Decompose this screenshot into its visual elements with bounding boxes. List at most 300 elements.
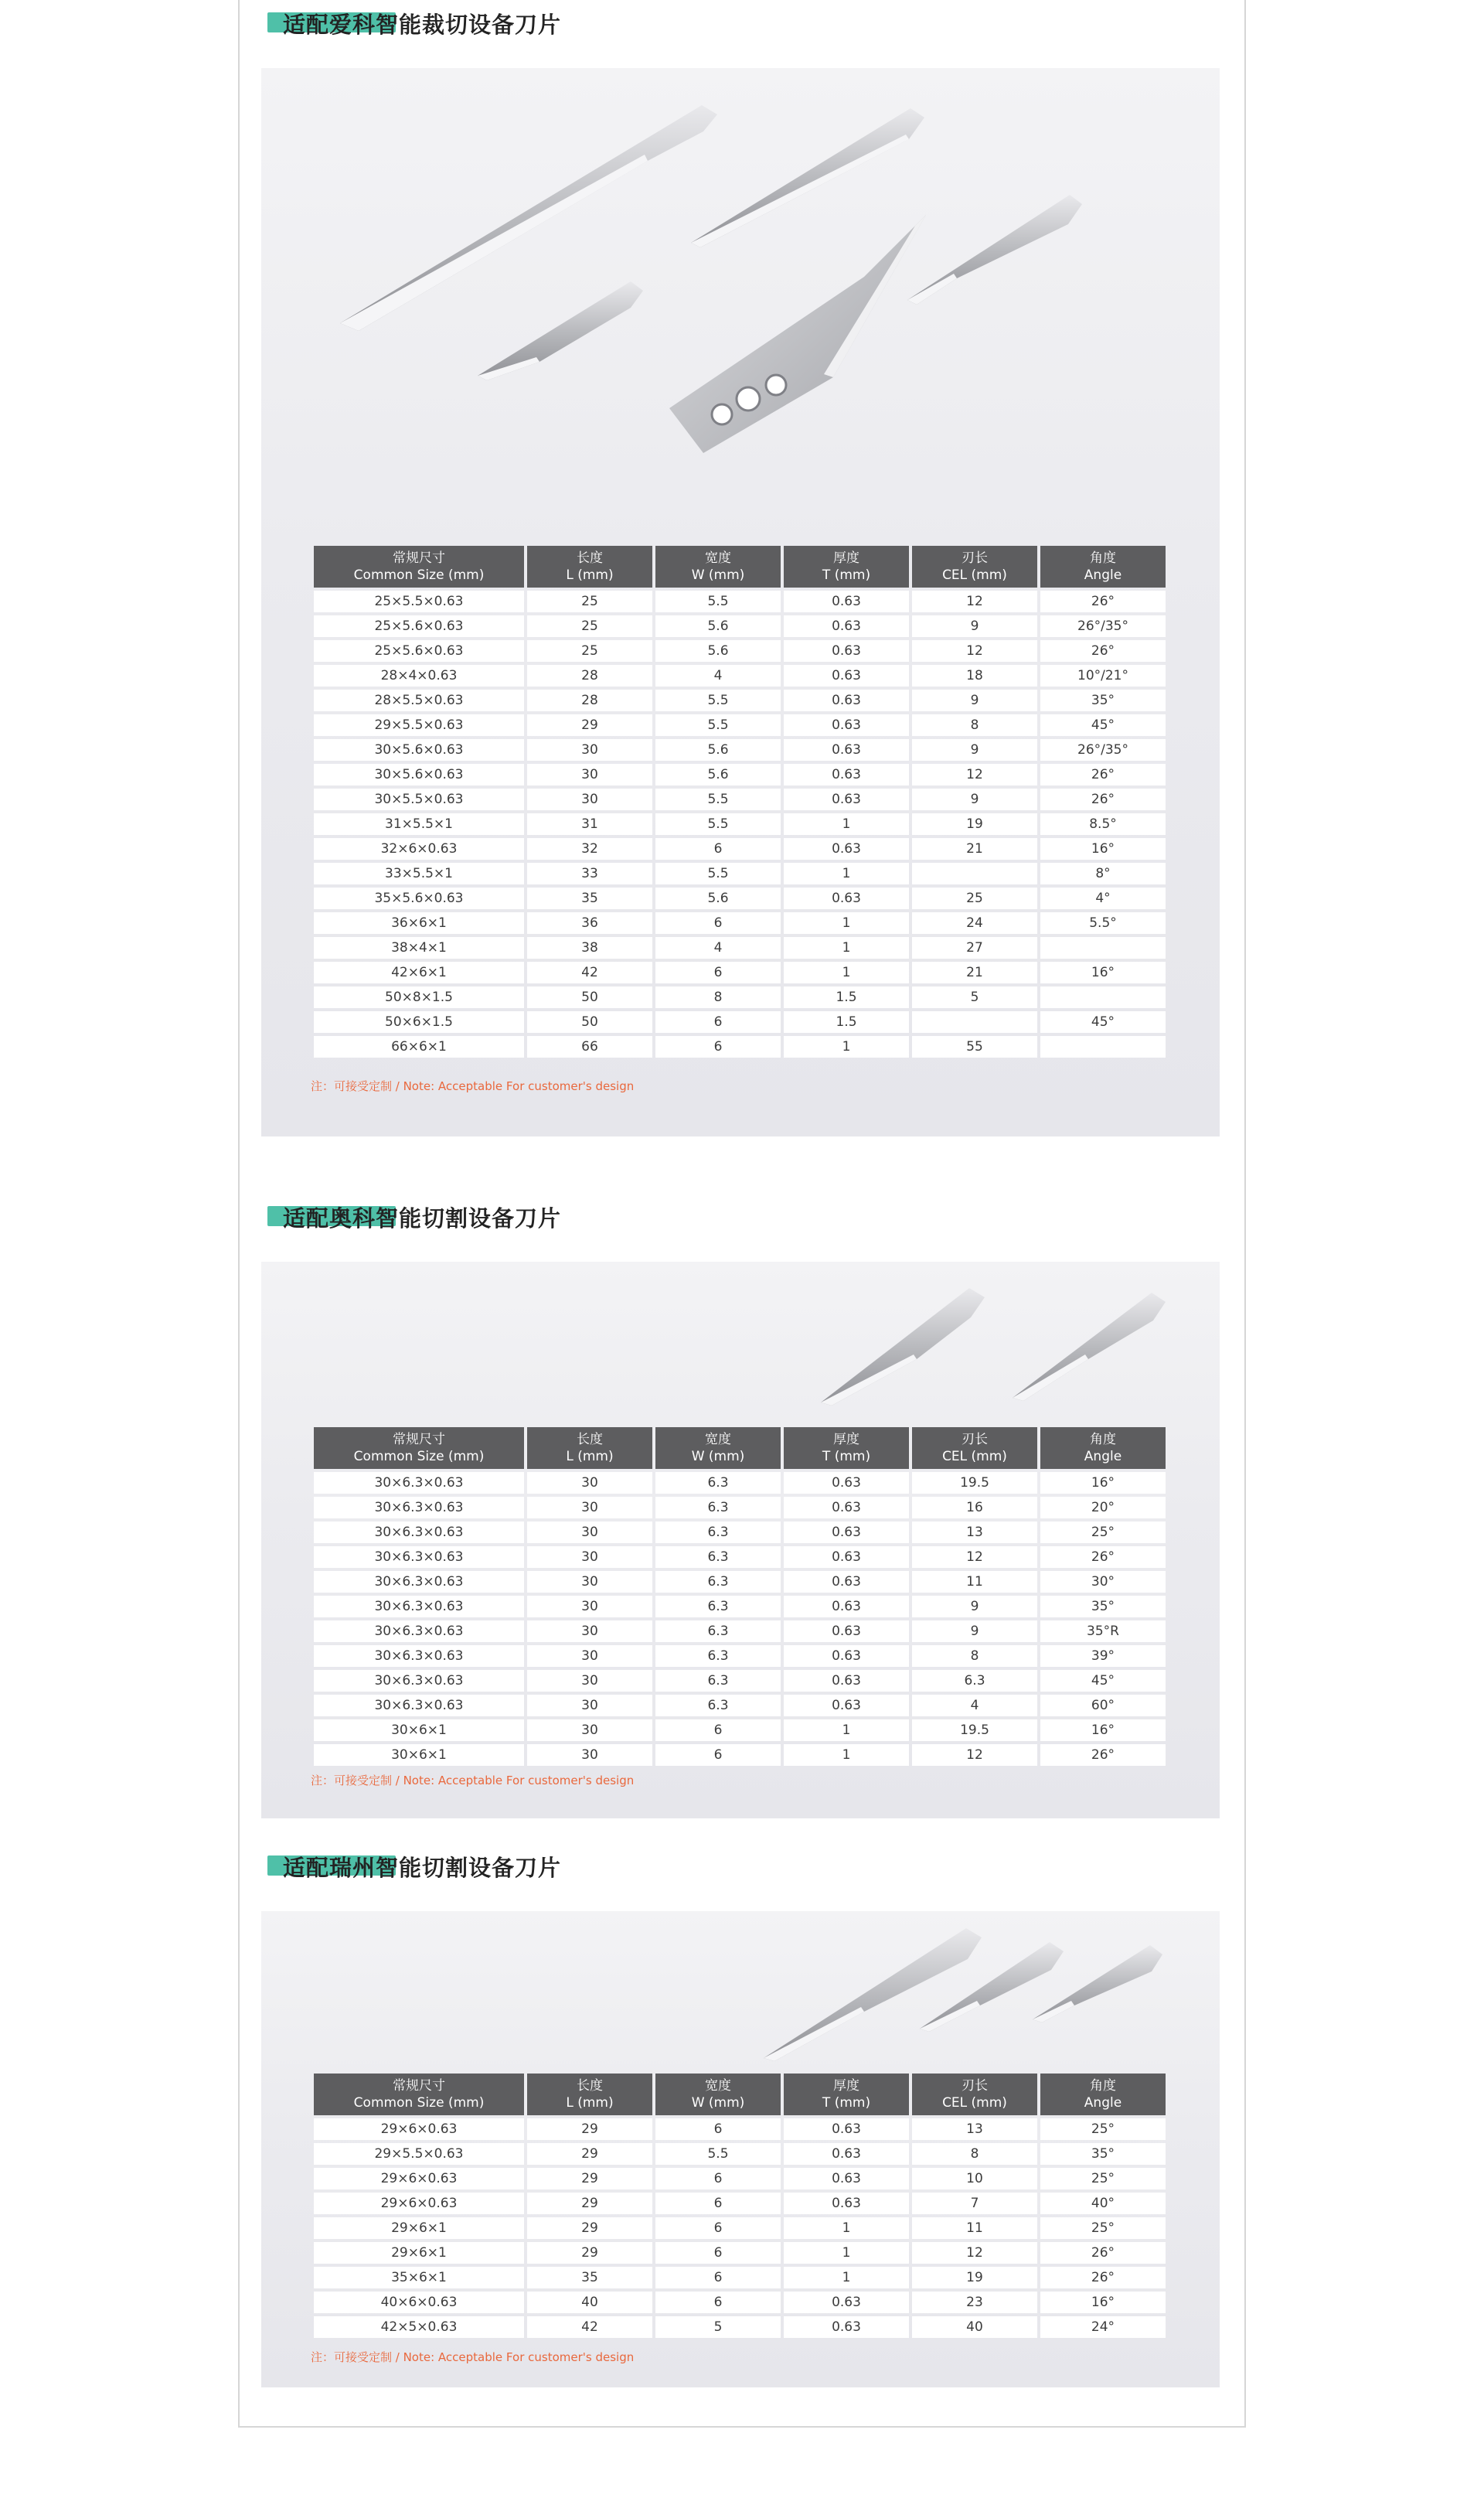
table-cell: 5.5 — [655, 863, 781, 884]
blade-short-left — [478, 281, 643, 380]
table-cell: 6.3 — [655, 1695, 781, 1716]
table-cell: 4° — [1040, 888, 1166, 909]
table-cell: 5.6 — [655, 640, 781, 662]
table-cell: 0.63 — [784, 888, 909, 909]
table-cell: 12 — [912, 640, 1037, 662]
table-body — [314, 1472, 1166, 1766]
table-cell: 1 — [784, 937, 909, 959]
table-cell: 30×6.3×0.63 — [314, 1695, 524, 1716]
section-header — [261, 0, 1220, 43]
table-row — [314, 912, 1166, 934]
header-common-size: 常规尺寸 Common Size (mm) — [314, 2074, 524, 2115]
table-cell: 30 — [527, 739, 652, 761]
table-cell: 32 — [527, 838, 652, 860]
table-cell: 50 — [527, 1011, 652, 1033]
table-cell: 24° — [1040, 2316, 1166, 2338]
table-cell: 24 — [912, 912, 1037, 934]
customization-note: 注：可接受定制 / Note: Acceptable For customer's design — [311, 1774, 635, 1787]
table-row — [314, 1036, 1166, 1058]
header-common-size: 常规尺寸 Common Size (mm) — [314, 1427, 524, 1469]
table-cell: 5.6 — [655, 615, 781, 637]
table-cell: 30×5.5×0.63 — [314, 789, 524, 810]
table-body — [314, 591, 1166, 1058]
table-row — [314, 1472, 1166, 1494]
table-cell: 26° — [1040, 2242, 1166, 2264]
table-cell: 21 — [912, 962, 1037, 983]
table-cell: 8 — [912, 2143, 1037, 2165]
header-cutting-edge-length: 刃长 CEL (mm) — [912, 1427, 1037, 1469]
table-cell: 6 — [655, 2217, 781, 2239]
table-cell: 30×6.3×0.63 — [314, 1521, 524, 1543]
table-cell: 40° — [1040, 2193, 1166, 2214]
table-cell: 0.63 — [784, 789, 909, 810]
table-cell: 1 — [784, 863, 909, 884]
table-cell: 29 — [527, 2168, 652, 2189]
table-cell: 0.63 — [784, 1620, 909, 1642]
table-cell: 40 — [527, 2292, 652, 2313]
table-cell: 0.63 — [784, 838, 909, 860]
table-cell: 1 — [784, 1719, 909, 1741]
table-cell: 9 — [912, 789, 1037, 810]
table-cell: 4 — [912, 1695, 1037, 1716]
header-thickness: 厚度 T (mm) — [784, 546, 909, 588]
table-cell: 6.3 — [655, 1521, 781, 1543]
table-cell: 26° — [1040, 789, 1166, 810]
table-cell: 30 — [527, 1695, 652, 1716]
header-thickness: 厚度 T (mm) — [784, 1427, 909, 1469]
table-cell: 35×6×1 — [314, 2267, 524, 2288]
table-cell: 5.5 — [655, 2143, 781, 2165]
section-aike-blades — [261, 0, 1220, 1093]
spec-table — [311, 2070, 1169, 2341]
table-cell: 28×5.5×0.63 — [314, 690, 524, 711]
table-cell: 19.5 — [912, 1719, 1037, 1741]
table-cell: 1.5 — [784, 987, 909, 1008]
table-cell: 6 — [655, 1744, 781, 1766]
table-cell: 35×5.6×0.63 — [314, 888, 524, 909]
table-cell: 0.63 — [784, 2193, 909, 2214]
header-width: 宽度 W (mm) — [655, 2074, 781, 2115]
table-cell: 1 — [784, 912, 909, 934]
header-length: 长度 L (mm) — [527, 2074, 652, 2115]
table-cell: 7 — [912, 2193, 1037, 2214]
table-cell: 33×5.5×1 — [314, 863, 524, 884]
table-cell: 30 — [527, 1546, 652, 1568]
table-cell: 0.63 — [784, 2168, 909, 2189]
section-header — [261, 1194, 1220, 1237]
table-row — [314, 1521, 1166, 1543]
header-angle: 角度 Angle — [1040, 546, 1166, 588]
table-row — [314, 1719, 1166, 1741]
table-cell: 16° — [1040, 1719, 1166, 1741]
header-common-size: 常规尺寸 Common Size (mm) — [314, 546, 524, 588]
table-cell: 0.63 — [784, 714, 909, 736]
table-cell: 1 — [784, 813, 909, 835]
table-row — [314, 1596, 1166, 1617]
table-cell: 1 — [784, 2267, 909, 2288]
table-cell: 6.3 — [655, 1645, 781, 1667]
table-cell: 6.3 — [655, 1497, 781, 1518]
section-aoke-blades — [261, 1194, 1220, 1787]
table-cell: 6 — [655, 2168, 781, 2189]
table-row — [314, 640, 1166, 662]
table-header-row — [314, 1427, 1166, 1469]
table-row — [314, 813, 1166, 835]
table-row — [314, 2316, 1166, 2338]
table-cell: 28 — [527, 690, 652, 711]
table-cell: 5 — [912, 987, 1037, 1008]
table-cell: 27 — [912, 937, 1037, 959]
table-cell: 29×6×1 — [314, 2242, 524, 2264]
header-thickness: 厚度 T (mm) — [784, 2074, 909, 2115]
table-cell: 19 — [912, 2267, 1037, 2288]
table-cell: 0.63 — [784, 665, 909, 687]
table-cell: 50×6×1.5 — [314, 1011, 524, 1033]
table-cell: 5.5 — [655, 690, 781, 711]
table-cell: 30×6.3×0.63 — [314, 1670, 524, 1692]
table-row — [314, 888, 1166, 909]
table-row — [314, 1011, 1166, 1033]
table-row — [314, 665, 1166, 687]
table-cell: 5.6 — [655, 739, 781, 761]
table-cell: 28 — [527, 665, 652, 687]
table-cell: 35 — [527, 888, 652, 909]
table-cell: 19 — [912, 813, 1037, 835]
table-cell: 40×6×0.63 — [314, 2292, 524, 2313]
table-cell: 26° — [1040, 2267, 1166, 2288]
table-row — [314, 615, 1166, 637]
product-panel — [261, 1262, 1220, 1818]
table-cell: 30 — [527, 1571, 652, 1593]
table-cell: 26° — [1040, 1744, 1166, 1766]
table-cell: 12 — [912, 1744, 1037, 1766]
table-cell: 10°/21° — [1040, 665, 1166, 687]
table-cell: 29 — [527, 2242, 652, 2264]
table-cell: 18 — [912, 665, 1037, 687]
header-width: 宽度 W (mm) — [655, 546, 781, 588]
table-cell: 26° — [1040, 1546, 1166, 1568]
table-cell: 11 — [912, 2217, 1037, 2239]
table-cell: 30 — [527, 1719, 652, 1741]
table-cell: 25° — [1040, 2217, 1166, 2239]
table-cell: 30×6.3×0.63 — [314, 1497, 524, 1518]
table-cell: 26°/35° — [1040, 615, 1166, 637]
table-row — [314, 1695, 1166, 1716]
table-cell: 10 — [912, 2168, 1037, 2189]
table-cell: 16° — [1040, 838, 1166, 860]
table-cell: 4 — [655, 665, 781, 687]
table-cell: 29×6×0.63 — [314, 2168, 524, 2189]
table-cell: 6.3 — [655, 1620, 781, 1642]
table-cell: 42 — [527, 2316, 652, 2338]
table-cell: 26° — [1040, 591, 1166, 612]
table-row — [314, 2267, 1166, 2288]
table-cell: 12 — [912, 2242, 1037, 2264]
table-cell: 35 — [527, 2267, 652, 2288]
table-cell: 5.5 — [655, 714, 781, 736]
table-cell: 31×5.5×1 — [314, 813, 524, 835]
table-cell: 1 — [784, 1744, 909, 1766]
table-cell: 5.5° — [1040, 912, 1166, 934]
table-cell: 25 — [527, 591, 652, 612]
table-cell: 25 — [527, 640, 652, 662]
table-row — [314, 962, 1166, 983]
table-cell: 16 — [912, 1497, 1037, 1518]
table-cell: 12 — [912, 764, 1037, 785]
table-cell: 6 — [655, 962, 781, 983]
table-cell: 29×5.5×0.63 — [314, 714, 524, 736]
table-cell: 12 — [912, 1546, 1037, 1568]
table-cell — [1040, 987, 1166, 1008]
table-row — [314, 987, 1166, 1008]
table-cell: 30 — [527, 1645, 652, 1667]
table-cell: 5.6 — [655, 764, 781, 785]
table-cell: 23 — [912, 2292, 1037, 2313]
table-row — [314, 863, 1166, 884]
table-row — [314, 2292, 1166, 2313]
table-cell: 30×6.3×0.63 — [314, 1596, 524, 1617]
table-cell: 30 — [527, 1596, 652, 1617]
table-header-row — [314, 2074, 1166, 2115]
table-cell: 21 — [912, 838, 1037, 860]
table-cell: 5.5 — [655, 591, 781, 612]
table-cell: 0.63 — [784, 615, 909, 637]
table-cell: 0.63 — [784, 1571, 909, 1593]
table-cell: 29×6×1 — [314, 2217, 524, 2239]
table-cell: 8° — [1040, 863, 1166, 884]
table-cell: 29 — [527, 2193, 652, 2214]
table-cell: 6.3 — [912, 1670, 1037, 1692]
table-cell: 29×5.5×0.63 — [314, 2143, 524, 2165]
table-cell: 30 — [527, 789, 652, 810]
table-cell: 35° — [1040, 2143, 1166, 2165]
table-cell: 8.5° — [1040, 813, 1166, 835]
table-cell: 5.5 — [655, 789, 781, 810]
table-cell: 32×6×0.63 — [314, 838, 524, 860]
table-cell: 35° — [1040, 1596, 1166, 1617]
table-cell: 30 — [527, 1521, 652, 1543]
table-cell: 25×5.5×0.63 — [314, 591, 524, 612]
blades-image — [261, 68, 1220, 501]
table-cell — [912, 863, 1037, 884]
spec-table — [311, 1424, 1169, 1769]
blade-short-right — [907, 195, 1082, 305]
table-cell: 9 — [912, 1596, 1037, 1617]
table-cell: 4 — [655, 937, 781, 959]
table-cell: 30×5.6×0.63 — [314, 764, 524, 785]
table-cell: 42×5×0.63 — [314, 2316, 524, 2338]
table-cell — [912, 1011, 1037, 1033]
table-cell: 33 — [527, 863, 652, 884]
table-cell: 6 — [655, 838, 781, 860]
table-cell: 28×4×0.63 — [314, 665, 524, 687]
table-cell: 6 — [655, 2267, 781, 2288]
table-cell: 6 — [655, 912, 781, 934]
product-panel — [261, 1911, 1220, 2387]
section-header — [261, 1843, 1220, 1886]
table-cell: 1.5 — [784, 1011, 909, 1033]
table-row — [314, 714, 1166, 736]
table-row — [314, 591, 1166, 612]
table-cell: 25 — [527, 615, 652, 637]
table-cell: 8 — [655, 987, 781, 1008]
table-header-row — [314, 546, 1166, 588]
product-panel — [261, 68, 1220, 1136]
table-cell: 6 — [655, 2292, 781, 2313]
table-cell: 6 — [655, 2242, 781, 2264]
table-cell: 30° — [1040, 1571, 1166, 1593]
table-cell: 9 — [912, 739, 1037, 761]
blades-image — [261, 1262, 1220, 1424]
table-cell: 6 — [655, 1036, 781, 1058]
header-cutting-edge-length: 刃长 CEL (mm) — [912, 2074, 1037, 2115]
table-cell: 30 — [527, 1620, 652, 1642]
table-cell: 6 — [655, 1719, 781, 1741]
table-cell: 13 — [912, 1521, 1037, 1543]
table-cell: 45° — [1040, 1011, 1166, 1033]
table-cell: 6 — [655, 2118, 781, 2140]
table-cell: 0.63 — [784, 1521, 909, 1543]
header-length: 长度 L (mm) — [527, 1427, 652, 1469]
table-cell: 26° — [1040, 764, 1166, 785]
header-angle: 角度 Angle — [1040, 2074, 1166, 2115]
table-cell: 30 — [527, 764, 652, 785]
table-cell: 5 — [655, 2316, 781, 2338]
table-body — [314, 2118, 1166, 2338]
table-row — [314, 1497, 1166, 1518]
table-cell: 1 — [784, 1036, 909, 1058]
blade-left — [821, 1288, 985, 1406]
table-row — [314, 838, 1166, 860]
table-row — [314, 764, 1166, 785]
table-cell: 29 — [527, 2217, 652, 2239]
table-cell: 30×5.6×0.63 — [314, 739, 524, 761]
table-cell: 30 — [527, 1472, 652, 1494]
table-cell: 8 — [912, 714, 1037, 736]
table-cell: 30×6.3×0.63 — [314, 1645, 524, 1667]
table-cell: 66×6×1 — [314, 1036, 524, 1058]
table-cell: 6.3 — [655, 1571, 781, 1593]
table-cell: 9 — [912, 690, 1037, 711]
table-cell: 30×6×1 — [314, 1719, 524, 1741]
table-cell: 25° — [1040, 1521, 1166, 1543]
table-row — [314, 2242, 1166, 2264]
table-cell: 29 — [527, 714, 652, 736]
table-cell: 6 — [655, 2193, 781, 2214]
table-cell: 36×6×1 — [314, 912, 524, 934]
table-cell: 45° — [1040, 714, 1166, 736]
table-row — [314, 2193, 1166, 2214]
table-cell: 30 — [527, 1744, 652, 1766]
table-cell: 0.63 — [784, 2292, 909, 2313]
section-title: 适配爱科智能裁切设备刀片 — [283, 12, 562, 38]
table-row — [314, 1571, 1166, 1593]
table-cell: 66 — [527, 1036, 652, 1058]
header-angle: 角度 Angle — [1040, 1427, 1166, 1469]
table-cell: 42 — [527, 962, 652, 983]
table-cell: 6 — [655, 1011, 781, 1033]
table-cell: 9 — [912, 1620, 1037, 1642]
blade-right — [1013, 1293, 1166, 1401]
table-row — [314, 789, 1166, 810]
header-width: 宽度 W (mm) — [655, 1427, 781, 1469]
table-cell: 30×6.3×0.63 — [314, 1472, 524, 1494]
table-cell: 50 — [527, 987, 652, 1008]
customization-note: 注：可接受定制 / Note: Acceptable For customer's design — [311, 1079, 635, 1093]
blades-image — [261, 1911, 1220, 2074]
table-row — [314, 1645, 1166, 1667]
table-cell: 0.63 — [784, 591, 909, 612]
table-cell: 1 — [784, 2217, 909, 2239]
table-cell: 1 — [784, 962, 909, 983]
table-cell: 0.63 — [784, 2143, 909, 2165]
table-cell: 25 — [912, 888, 1037, 909]
table-cell: 9 — [912, 615, 1037, 637]
table-row — [314, 739, 1166, 761]
table-cell: 16° — [1040, 2292, 1166, 2313]
table-cell: 26° — [1040, 640, 1166, 662]
table-cell: 5.5 — [655, 813, 781, 835]
spec-table — [311, 543, 1169, 1061]
table-row — [314, 1620, 1166, 1642]
table-row — [314, 937, 1166, 959]
table-cell: 6.3 — [655, 1670, 781, 1692]
header-cutting-edge-length: 刃长 CEL (mm) — [912, 546, 1037, 588]
table-cell: 36 — [527, 912, 652, 934]
table-cell: 16° — [1040, 1472, 1166, 1494]
table-cell: 25×5.6×0.63 — [314, 615, 524, 637]
blade-medium — [691, 108, 924, 247]
table-cell: 0.63 — [784, 640, 909, 662]
section-title: 适配奥科智能切割设备刀片 — [283, 1205, 562, 1232]
table-cell: 29×6×0.63 — [314, 2193, 524, 2214]
section-ruizhou-blades — [261, 1843, 1220, 2364]
table-cell: 6.3 — [655, 1596, 781, 1617]
table-cell: 50×8×1.5 — [314, 987, 524, 1008]
header-length: 长度 L (mm) — [527, 546, 652, 588]
blade-left — [764, 1928, 982, 2061]
table-cell: 1 — [784, 2242, 909, 2264]
table-cell: 0.63 — [784, 1546, 909, 1568]
table-cell: 38×4×1 — [314, 937, 524, 959]
table-cell: 0.63 — [784, 1695, 909, 1716]
table-cell — [1040, 937, 1166, 959]
table-cell: 25×5.6×0.63 — [314, 640, 524, 662]
table-cell: 0.63 — [784, 1472, 909, 1494]
table-cell: 0.63 — [784, 1670, 909, 1692]
table-cell: 0.63 — [784, 2118, 909, 2140]
table-cell: 39° — [1040, 1645, 1166, 1667]
table-cell: 0.63 — [784, 1497, 909, 1518]
table-cell: 29 — [527, 2118, 652, 2140]
table-cell: 16° — [1040, 962, 1166, 983]
table-cell — [1040, 1036, 1166, 1058]
table-cell: 30×6×1 — [314, 1744, 524, 1766]
table-cell: 40 — [912, 2316, 1037, 2338]
table-row — [314, 1670, 1166, 1692]
table-cell: 30 — [527, 1497, 652, 1518]
table-cell: 19.5 — [912, 1472, 1037, 1494]
table-cell: 29×6×0.63 — [314, 2118, 524, 2140]
table-cell: 35° — [1040, 690, 1166, 711]
table-cell: 42×6×1 — [314, 962, 524, 983]
table-row — [314, 1744, 1166, 1766]
table-cell: 35°R — [1040, 1620, 1166, 1642]
customization-note: 注：可接受定制 / Note: Acceptable For customer's design — [311, 2350, 635, 2364]
table-row — [314, 2217, 1166, 2239]
table-cell: 11 — [912, 1571, 1037, 1593]
table-cell: 26°/35° — [1040, 739, 1166, 761]
